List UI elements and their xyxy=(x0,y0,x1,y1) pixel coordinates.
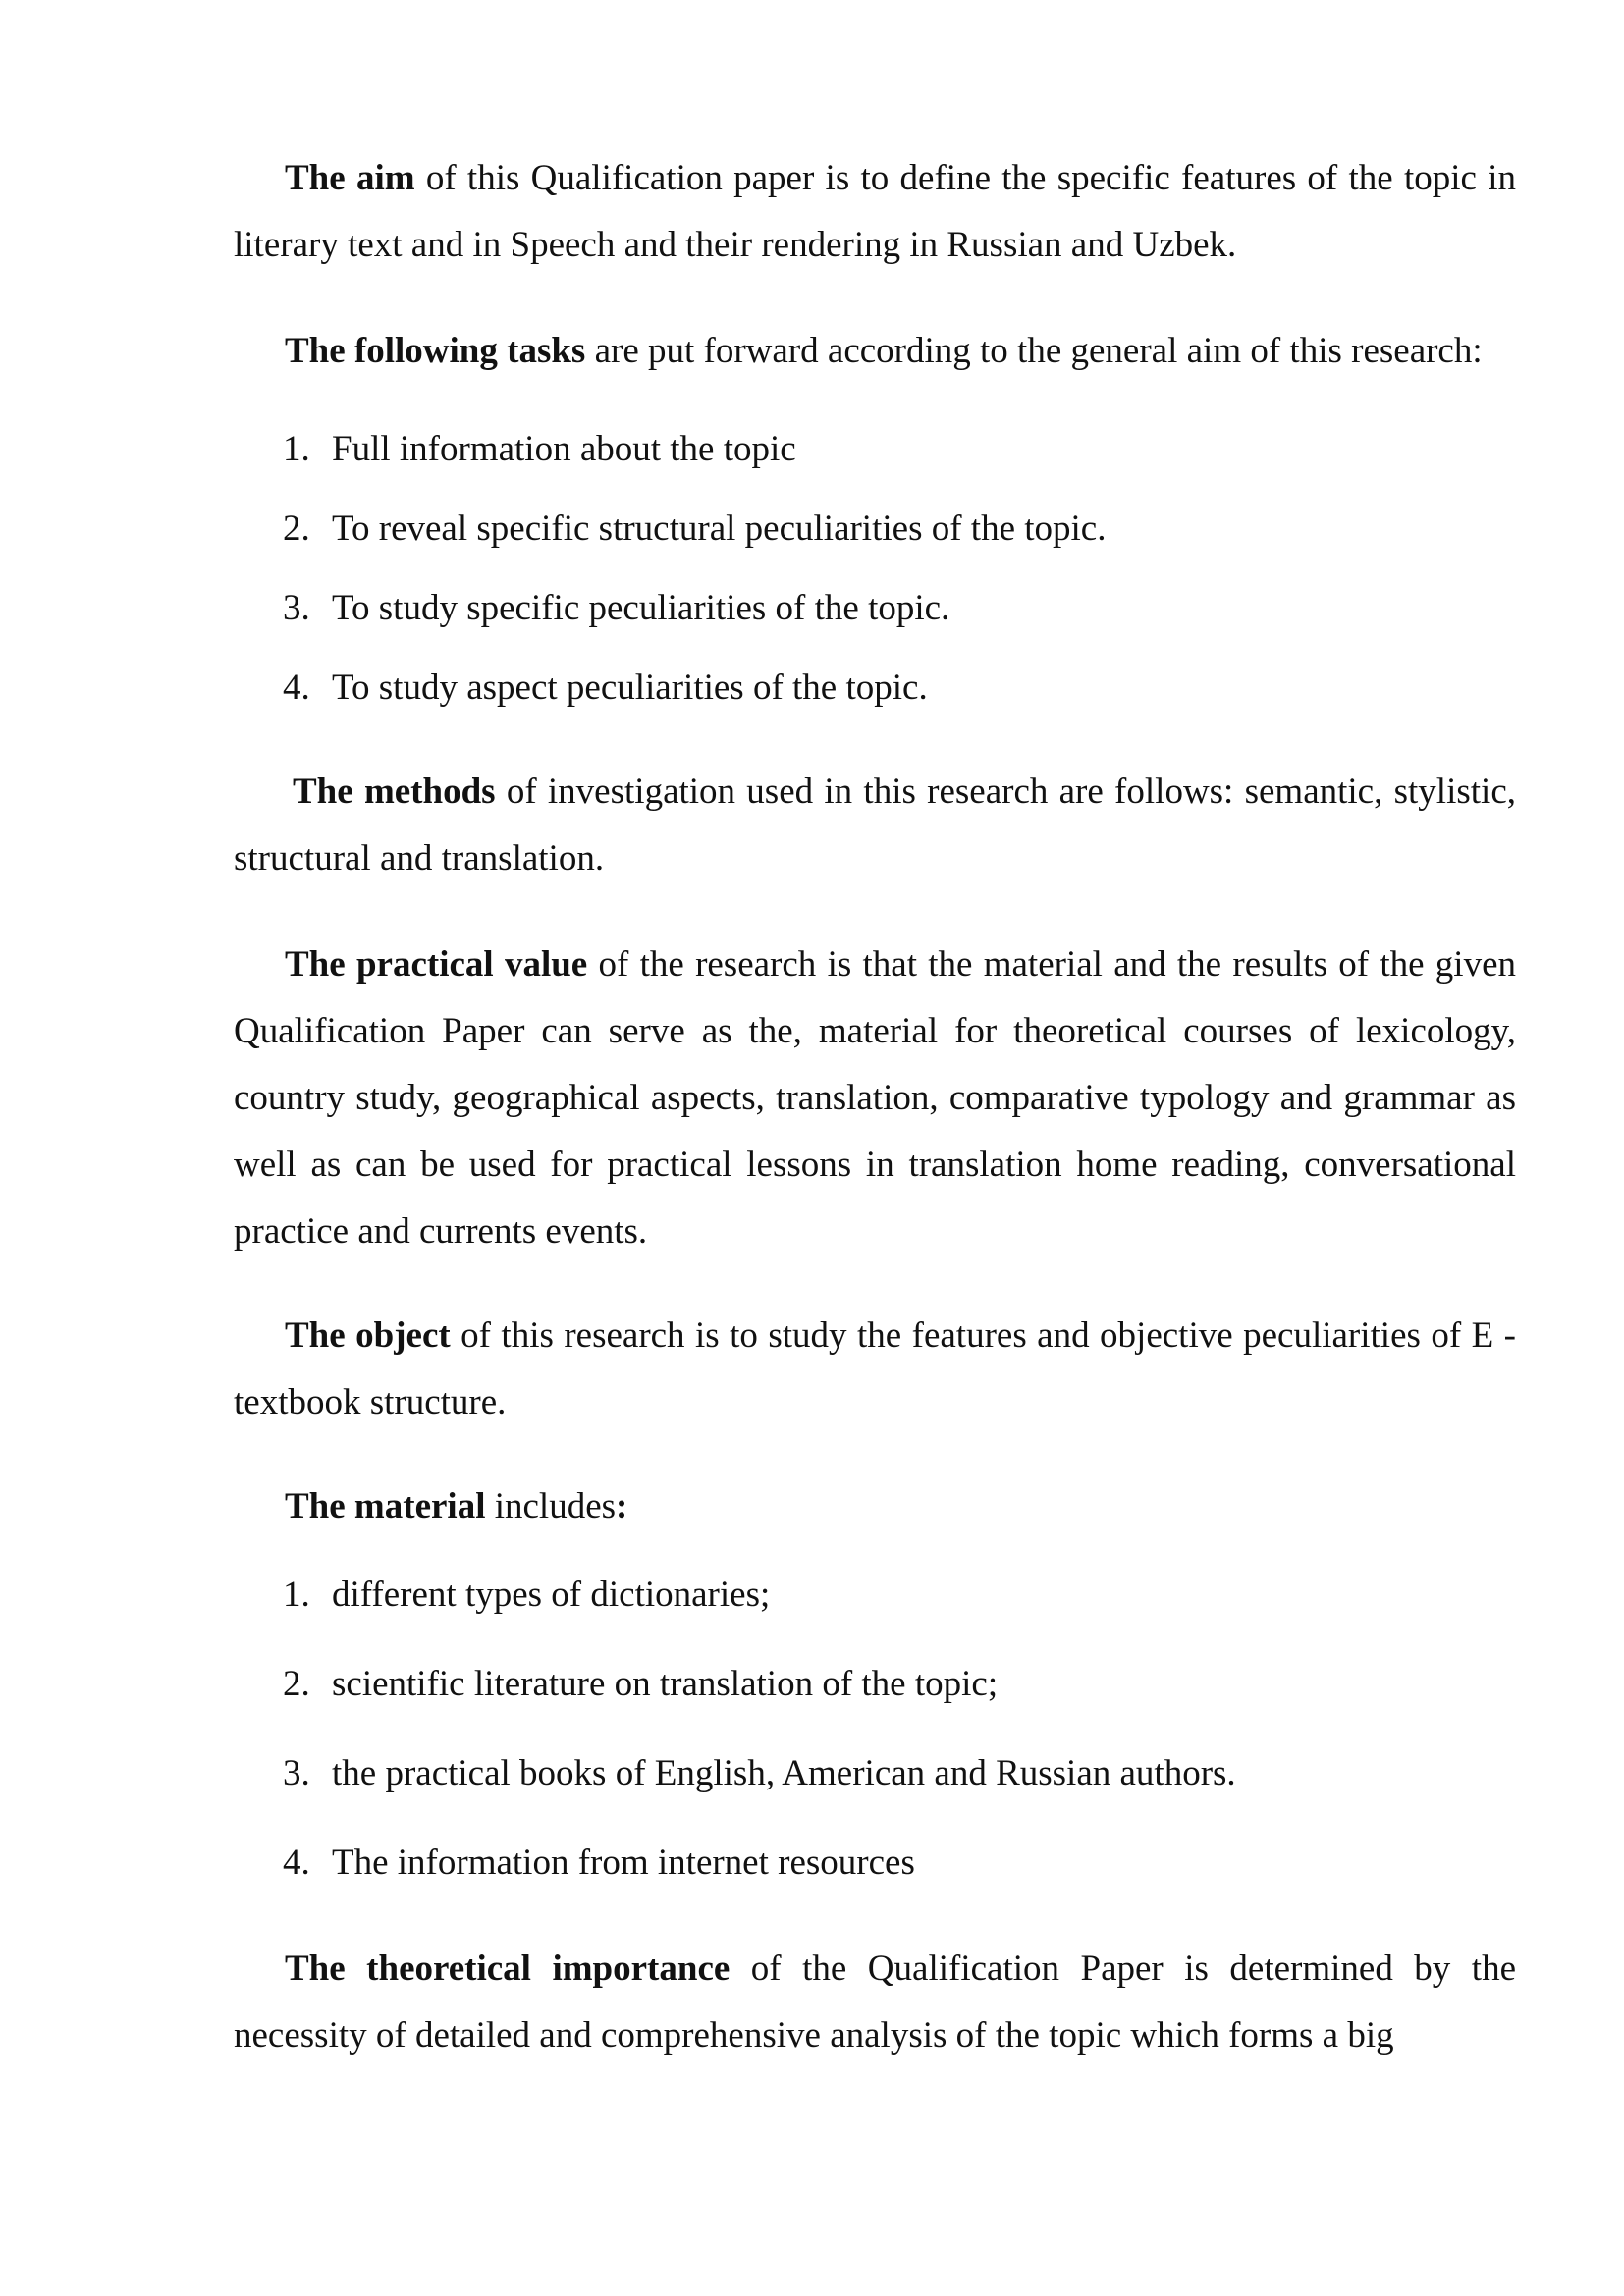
list-item-number: 2. xyxy=(283,1664,310,1704)
list-item-text: the practical books of English, American and Russian authors. xyxy=(332,1753,1236,1793)
list-item xyxy=(234,416,1516,483)
material-label: The material xyxy=(285,1486,486,1526)
methods-label: The methods xyxy=(293,772,496,812)
methods-text: of investigation used in this research are follows: semantic, stylistic, structural and translation. xyxy=(234,772,1516,879)
list-item-text: To study specific peculiarities of the topic. xyxy=(332,588,950,628)
aim-label: The aim xyxy=(285,158,415,198)
tasks-paragraph xyxy=(234,318,1516,385)
material-list xyxy=(234,1562,1516,1896)
list-item-text: different types of dictionaries; xyxy=(332,1575,771,1615)
aim-text: of this Qualification paper is to define the specific features of the topic in literary text and in Speech and their rendering in Russian and Uzbek. xyxy=(234,158,1517,265)
theoretical-importance-paragraph xyxy=(234,1936,1516,2069)
list-item-number: 1. xyxy=(283,1575,310,1615)
aim-paragraph xyxy=(234,145,1516,279)
tasks-label: The following tasks xyxy=(285,331,586,371)
theoretical-importance-text: of the Qualification Paper is determined by the necessity of detailed and comprehensive analysis of the topic which forms a big xyxy=(234,1949,1516,2056)
object-paragraph xyxy=(234,1303,1516,1436)
list-item-text: The information from internet resources xyxy=(332,1842,915,1883)
methods-paragraph xyxy=(234,759,1516,892)
tasks-text: are put forward according to the general aim of this research: xyxy=(585,331,1483,371)
practical-value-paragraph xyxy=(234,932,1516,1265)
list-item xyxy=(234,1562,1516,1629)
list-item xyxy=(234,1740,1516,1807)
object-text: of this research is to study the features and objective peculiarities of E - textbook structure. xyxy=(234,1315,1516,1422)
object-label: The object xyxy=(285,1315,451,1356)
tasks-list xyxy=(234,416,1516,721)
list-item xyxy=(234,1830,1516,1896)
list-item-text: To reveal specific structural peculiarities of the topic. xyxy=(332,508,1107,549)
practical-value-label: The practical value xyxy=(285,944,588,985)
list-item-text: Full information about the topic xyxy=(332,429,796,469)
list-item xyxy=(234,1651,1516,1718)
list-item-number: 4. xyxy=(283,1842,310,1883)
material-colon: : xyxy=(616,1486,628,1526)
list-item-number: 4. xyxy=(283,667,310,708)
list-item-number: 2. xyxy=(283,508,310,549)
list-item-number: 3. xyxy=(283,588,310,628)
material-text: includes xyxy=(485,1486,617,1526)
document-page xyxy=(234,145,1516,2069)
list-item-number: 1. xyxy=(283,429,310,469)
list-item-number: 3. xyxy=(283,1753,310,1793)
practical-value-text: of the research is that the material and the results of the given Qualification Paper can serve as the, material for theoretical courses of lexicology, country study, geographical aspects, translation, comparative typology and grammar as well as can be used for practical lessons in translation home reading, conversational practice and currents events. xyxy=(234,944,1517,1252)
list-item xyxy=(234,575,1516,642)
material-paragraph xyxy=(234,1473,1516,1540)
list-item-text: scientific literature on translation of the topic; xyxy=(332,1664,999,1704)
list-item xyxy=(234,655,1516,721)
list-item-text: To study aspect peculiarities of the topic. xyxy=(332,667,928,708)
theoretical-importance-label: The theoretical importance xyxy=(285,1949,731,1989)
list-item xyxy=(234,496,1516,562)
